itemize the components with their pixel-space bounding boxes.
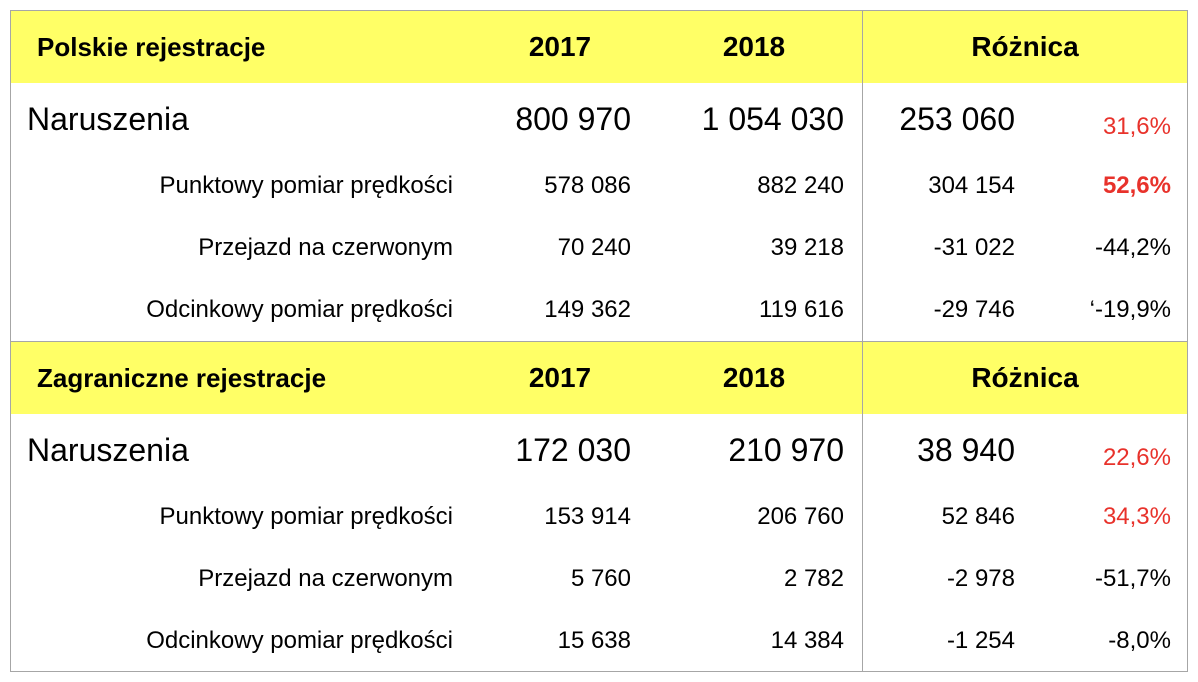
- section-header: [11, 11, 1187, 83]
- table-row: [11, 548, 1187, 610]
- header-year-2017: 2017: [528, 362, 592, 393]
- data-table: [10, 10, 1188, 672]
- header-year-2018: 2018: [722, 362, 786, 393]
- table-row-main: [11, 83, 1187, 155]
- value-percent: 31,6%: [1102, 113, 1171, 140]
- value-2017: 149 362: [544, 296, 631, 323]
- value-2018: 119 616: [759, 296, 844, 323]
- table-row: [11, 155, 1187, 217]
- header-year-2018: 2018: [722, 31, 786, 62]
- value-difference: -2 978: [946, 565, 1015, 592]
- value-difference: 253 060: [899, 101, 1015, 137]
- value-percent: -44,2%: [1094, 234, 1171, 261]
- value-2018: 882 240: [757, 172, 844, 199]
- row-label: Punktowy pomiar prędkości: [159, 172, 453, 199]
- value-2017: 172 030: [515, 432, 631, 468]
- section-foreign-registrations: [11, 342, 1187, 671]
- value-difference: 38 940: [917, 432, 1015, 468]
- table-row-main: [11, 414, 1187, 486]
- row-label: Przejazd na czerwonym: [198, 234, 453, 261]
- value-2017: 153 914: [544, 503, 631, 530]
- value-2017: 800 970: [515, 101, 631, 137]
- table-row: [11, 610, 1187, 672]
- row-label: Naruszenia: [27, 101, 189, 137]
- value-difference: 52 846: [941, 503, 1015, 530]
- table-row: [11, 486, 1187, 548]
- header-difference: Różnica: [971, 362, 1079, 393]
- row-label: Naruszenia: [27, 432, 189, 468]
- value-2018: 1 054 030: [701, 101, 844, 137]
- header-difference: Różnica: [971, 31, 1079, 62]
- value-percent: 22,6%: [1102, 444, 1171, 471]
- row-label: Przejazd na czerwonym: [198, 565, 453, 592]
- value-percent: -8,0%: [1108, 627, 1171, 654]
- section-title: Polskie rejestracje: [37, 32, 266, 62]
- section-header: [11, 342, 1187, 414]
- value-percent: 34,3%: [1102, 503, 1171, 530]
- value-2018: 39 218: [770, 234, 844, 261]
- value-2017: 5 760: [570, 565, 631, 592]
- value-difference: 304 154: [928, 172, 1015, 199]
- value-difference: -29 746: [933, 296, 1015, 323]
- value-difference: -31 022: [933, 234, 1015, 261]
- value-2018: 210 970: [728, 432, 844, 468]
- value-2017: 15 638: [557, 627, 631, 654]
- value-percent: 52,6%: [1102, 172, 1171, 199]
- section-polish-registrations: [11, 11, 1187, 342]
- table-row: [11, 279, 1187, 341]
- value-2017: 70 240: [557, 234, 631, 261]
- value-2018: 206 760: [757, 503, 844, 530]
- value-percent: -51,7%: [1094, 565, 1171, 592]
- row-label: Odcinkowy pomiar prędkości: [146, 296, 453, 323]
- header-year-2017: 2017: [528, 31, 592, 62]
- value-percent: ‘-19,9%: [1089, 296, 1171, 323]
- value-difference: -1 254: [946, 627, 1015, 654]
- table-row: [11, 217, 1187, 279]
- row-label: Odcinkowy pomiar prędkości: [146, 627, 453, 654]
- value-2018: 2 782: [783, 565, 844, 592]
- value-2018: 14 384: [770, 627, 844, 654]
- section-title: Zagraniczne rejestracje: [37, 363, 327, 393]
- row-label: Punktowy pomiar prędkości: [159, 503, 453, 530]
- value-2017: 578 086: [544, 172, 631, 199]
